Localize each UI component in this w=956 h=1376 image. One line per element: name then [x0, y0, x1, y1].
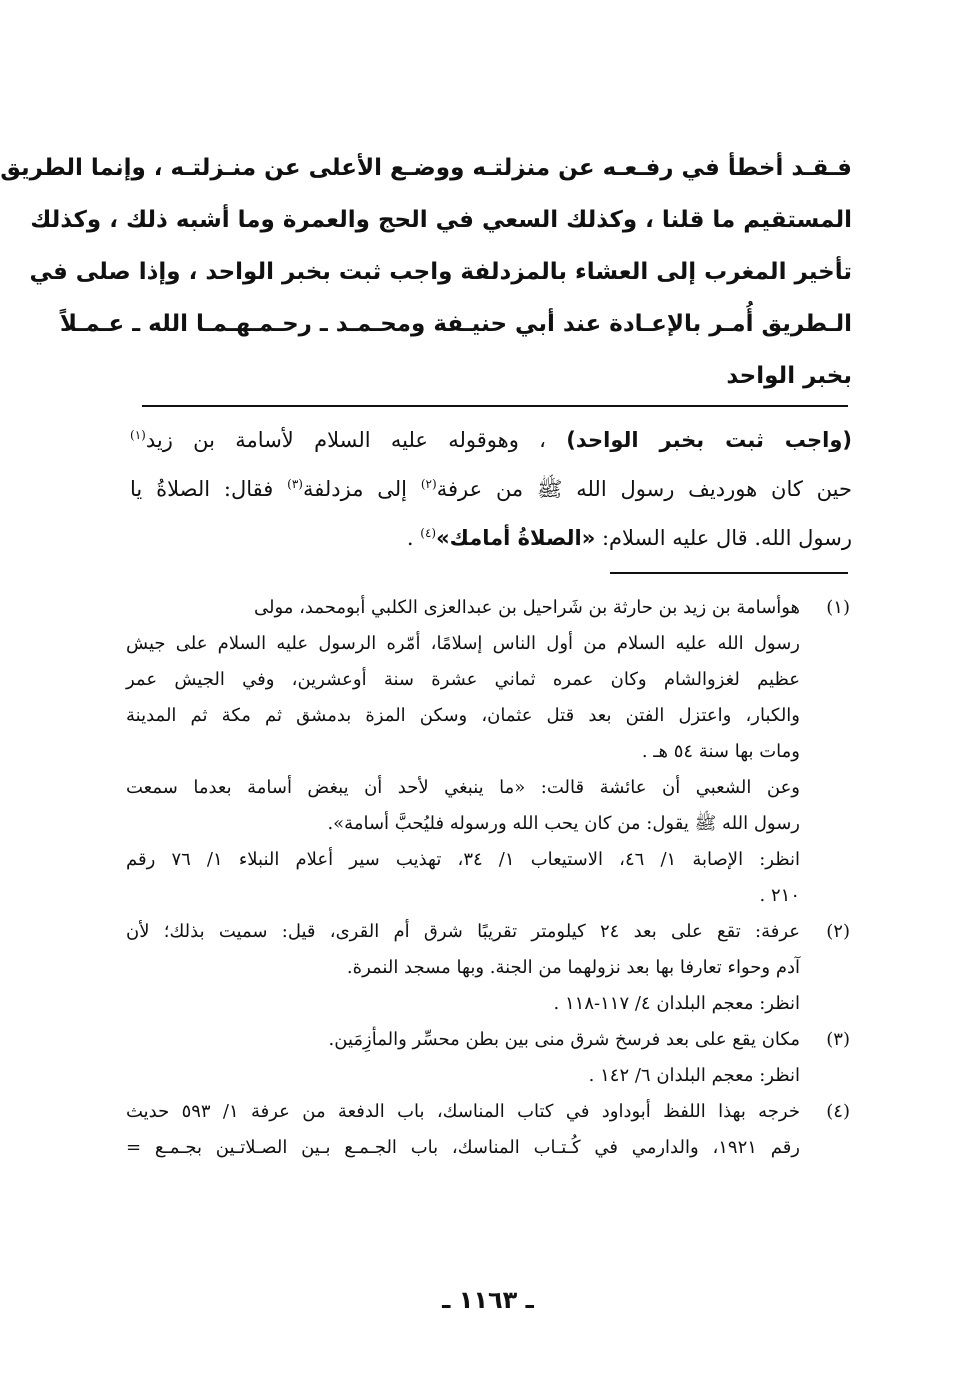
footnote-number: (٤)	[826, 1101, 850, 1122]
footnote-line: مكان يقع على بعد فرسخ شرق منى بين بطن محسِّر والمأزِمَين.	[328, 1029, 800, 1050]
footnote-line: هوأسامة بن زيد بن حارثة بن شَراحيل بن عبدالعزى الكلبي أبومحمد، مولى	[253, 597, 800, 618]
footnote	[126, 590, 852, 914]
commentary-line	[130, 416, 852, 465]
footnote-ref: (٤)	[420, 526, 437, 540]
footnote-line: خرجه بهذا اللفظ أبوداود في كتاب المناسك، باب الدفعة من عرفة ١/ ٥٩٣ حديث	[126, 1101, 800, 1122]
main-text-block	[0, 142, 852, 402]
footnote-body	[126, 914, 800, 1022]
footnote-line: ومات بها سنة ٥٤ هـ .	[641, 741, 800, 762]
footnote-ref: (٣)	[287, 477, 303, 491]
footnote	[126, 914, 852, 1022]
commentary-text: إلى مزدلفة	[302, 477, 408, 501]
footnote-line: رقم ١٩٢١، والدارمي في كُـتـاب المناسك، باب الجـمـع بـين الصـلاتـين بجـمـع =	[126, 1137, 800, 1158]
commentary-line	[130, 465, 852, 514]
main-text-line: المستقيم ما قلنا ، وكذلك السعي في الحج والعمرة وما أشبه ذلك ، وكذلك	[30, 207, 852, 233]
commentary-block	[130, 416, 852, 563]
footnote-line: انظر: الإصابة ١/ ٤٦، الاستيعاب ١/ ٣٤، تهذيب سير أعلام النبلاء ١/ ٧٦ رقم	[126, 849, 800, 870]
main-text-line: تأخير المغرب إلى العشاء بالمزدلفة واجب ثبت بخبر الواحد ، وإذا صلى في	[29, 259, 852, 285]
footnote-separator	[610, 572, 848, 574]
footnote-number: (١)	[826, 597, 850, 618]
footnote-line: انظر: معجم البلدان ٤/ ١١٧-١١٨ .	[553, 993, 800, 1014]
main-text-line: بخبر الواحد	[726, 363, 852, 389]
commentary-lemma: (واجب ثبت بخبر الواحد)	[566, 428, 852, 452]
footnote-body	[126, 590, 800, 914]
footnote-line: ٢١٠ .	[759, 885, 800, 906]
footnote-line: انظر: معجم البلدان ٦/ ١٤٢ .	[588, 1065, 800, 1086]
commentary-text: ، وهوقوله عليه السلام لأسامة بن زيد	[145, 428, 546, 452]
footnote-number: (٢)	[826, 921, 850, 942]
footnote-line: والكبار، واعتزل الفتن بعد قتل عثمان، وسكن المزة بدمشق ثم مكة ثم المدينة	[126, 705, 800, 726]
commentary-line	[130, 514, 852, 563]
footnote-line: وعن الشعبي أن عائشة قالت: «ما ينبغي لأحد أن يبغض أسامة بعدما سمعت	[126, 777, 800, 798]
main-text-line: فـقـد أخطأ في رفـعـه عن منزلتـه ووضـع الأعلى عن منـزلتـه ، وإنما الطريق	[0, 155, 852, 181]
main-text-line: الـطريق أُمـر بالإعـادة عند أبي حنيـفة ومحـمـد ـ رحـمـهـمـا الله ـ عـمـلاً	[59, 311, 852, 337]
footnote-ref: (١)	[130, 428, 146, 442]
commentary-text: .	[406, 526, 414, 550]
main-text-separator	[142, 405, 848, 407]
commentary-quote: «الصلاةُ أمامك»	[436, 526, 596, 550]
commentary-text: رسول الله. قال عليه السلام:	[601, 526, 852, 550]
footnote-ref: (٢)	[420, 477, 437, 491]
page-number: ـ ١١٦٣ ـ	[442, 1286, 534, 1314]
footnote-number: (٣)	[826, 1029, 850, 1050]
footnotes-block	[126, 590, 852, 1166]
commentary-text: حين كان هورديف رسول الله ﷺ من عرفة	[436, 477, 852, 501]
footnote-line: رسول الله عليه السلام من أول الناس إسلامًا، أمّره الرسول عليه السلام على جيش	[126, 633, 800, 654]
footnote-line: عظيم لغزوالشام وكان عمره ثماني عشرة سنة أوعشرين، وفي الجيش عمر	[126, 669, 800, 690]
footnote-body	[126, 1022, 800, 1094]
footnote	[126, 1094, 852, 1166]
footnote-line: رسول الله ﷺ يقول: من كان يحب الله ورسوله فليُحبَّ أسامة».	[327, 813, 800, 834]
footnote-line: عرفة: تقع على بعد ٢٤ كيلومتر تقريبًا شرق أم القرى، قيل: سميت بذلك؛ لأن	[126, 921, 800, 942]
commentary-text: فقال: الصلاةُ يا	[130, 477, 274, 501]
footnote-body	[126, 1094, 800, 1166]
footnote	[126, 1022, 852, 1094]
footnote-line: آدم وحواء تعارفا بها بعد نزولهما من الجنة. وبها مسجد النمرة.	[346, 957, 800, 978]
